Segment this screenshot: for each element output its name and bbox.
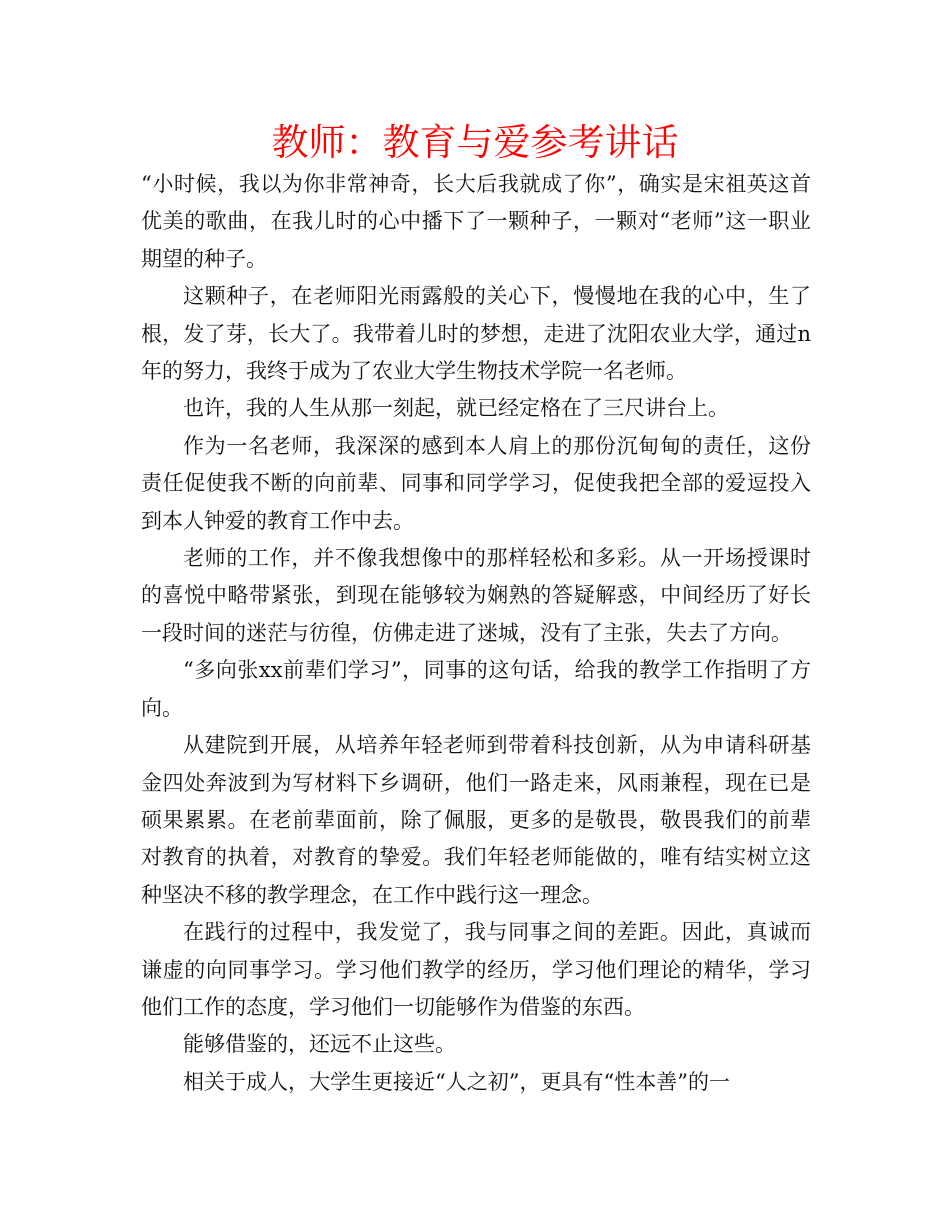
- paragraph-6: “多向张xx前辈们学习”，同事的这句话，给我的教学工作指明了方向。: [141, 658, 811, 720]
- paragraph-3: 也许，我的人生从那一刻起，就已经定格在了三尺讲台上。: [183, 396, 729, 421]
- document-body: [141, 166, 811, 1101]
- paragraph-1: “小时候，我以为你非常神奇，长大后我就成了你”，确实是宋祖英这首优美的歌曲，在我儿时的心中播下了一颗种子，一颗对“老师”这一职业期望的种子。: [141, 172, 811, 271]
- paragraph-7: 从建院到开展，从培养年轻老师到带着科技创新，从为申请科研基金四处奔波到为写材料下乡调研，他们一路走来，风雨兼程，现在已是硕果累累。在老前辈面前，除了佩服，更多的是敬畏，敬畏我们的前辈对教育的执着，对教育的挚爱。我们年轻老师能做的，唯有结实树立这种坚决不移的教学理念，在工作中践行这一理念。: [141, 733, 811, 907]
- paragraph-8: 在践行的过程中，我发觉了，我与同事之间的差距。因此，真诚而谦虚的向同事学习。学习他们教学的经历，学习他们理论的精华，学习他们工作的态度，学习他们一切能够作为借鉴的东西。: [141, 920, 811, 1019]
- paragraph-2: 这颗种子，在老师阳光雨露般的关心下，慢慢地在我的心中，生了根，发了芽，长大了。我带着儿时的梦想，走进了沈阳农业大学，通过n年的努力，我终于成为了农业大学生物技术学院一名老师。: [141, 284, 811, 384]
- paragraph-9: 能够借鉴的，还远不止这些。: [183, 1032, 456, 1057]
- paragraph-4: 作为一名老师，我深深的感到本人肩上的那份沉甸甸的责任，这份责任促使我不断的向前辈、同事和同学学习，促使我把全部的爱逗投入到本人钟爱的教育工作中去。: [141, 433, 811, 533]
- paragraph-5: 老师的工作，并不像我想像中的那样轻松和多彩。从一开场授课时的喜悦中略带紧张，到现在能够较为娴熟的答疑解惑，中间经历了好长一段时间的迷茫与彷徨，仿佛走进了迷城，没有了主张，失去了方向。: [141, 546, 811, 645]
- document-title: 教师：教育与爱参考讲话: [271, 121, 679, 164]
- paragraph-10: 相关于成人，大学生更接近“人之初”，更具有“性本善”的一: [183, 1069, 730, 1094]
